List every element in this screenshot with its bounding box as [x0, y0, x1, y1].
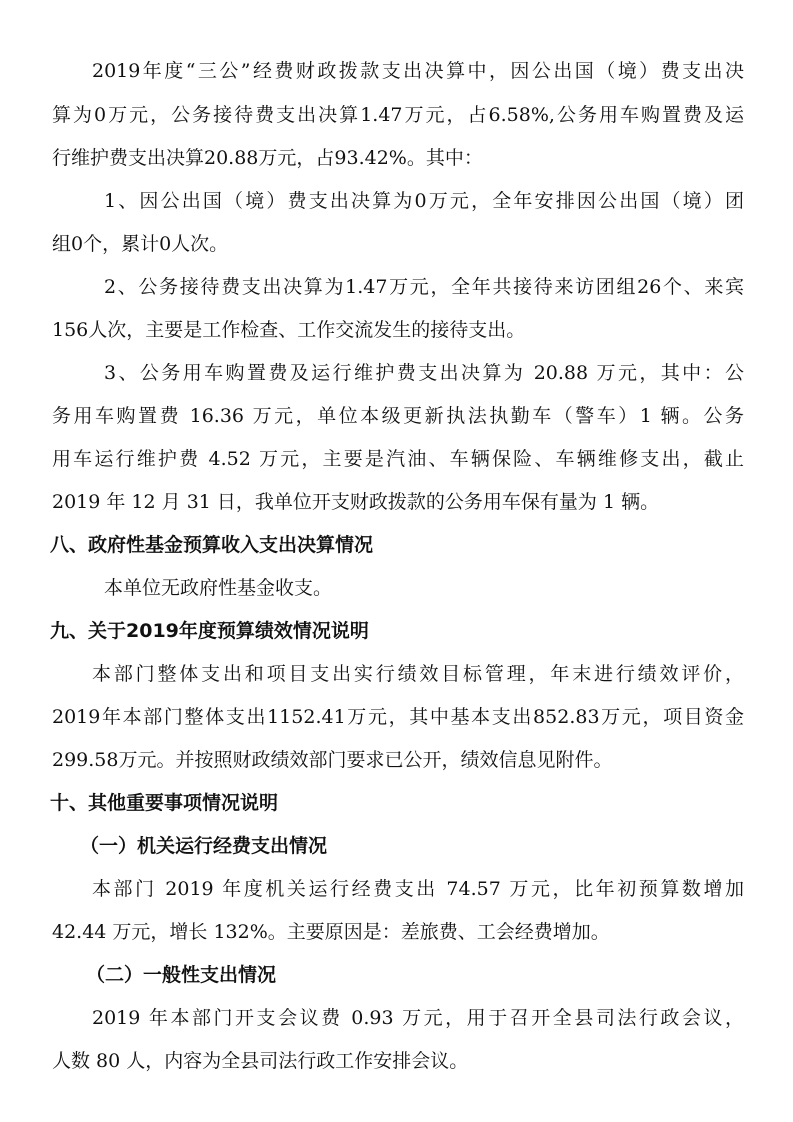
- section9-line-2: 2019年本部门整体支出1152.41万元，其中基本支出852.83万元，项目资金: [52, 706, 744, 728]
- section8-body: 本单位无政府性基金收支。: [104, 577, 333, 599]
- item3-line-1: 3、公务用车购置费及运行维护费支出决算为 20.88 万元，其中：公: [104, 362, 744, 384]
- section10-sub1-heading: （一）机关运行经费支出情况: [80, 835, 328, 857]
- section10-sub1-line-1: 本部门 2019 年度机关运行经费支出 74.57 万元，比年初预算数增加: [92, 878, 744, 900]
- para1-line-2: 算为0万元，公务接待费支出决算1.47万元，占6.58%,公务用车购置费及运: [52, 104, 744, 126]
- para1-line-3: 行维护费支出决算20.88万元，占93.42%。其中：: [52, 147, 483, 169]
- item3-line-2: 务用车购置费 16.36 万元，单位本级更新执法执勤车（警车）1 辆。公务: [52, 405, 744, 427]
- section10-sub2-line-1: 2019 年本部门开支会议费 0.93 万元，用于召开全县司法行政会议，: [92, 1007, 744, 1029]
- item1-line-2: 组0个，累计0人次。: [52, 233, 229, 255]
- section10-sub2-line-2: 人数 80 人，内容为全县司法行政工作安排会议。: [52, 1050, 469, 1072]
- item3-line-4: 2019 年 12 月 31 日，我单位开支财政拨款的公务用车保有量为 1 辆。: [52, 491, 660, 513]
- section8-heading: 八、政府性基金预算收入支出决算情况: [50, 534, 374, 556]
- item3-line-3: 用车运行维护费 4.52 万元，主要是汽油、车辆保险、车辆维修支出，截止: [52, 448, 744, 470]
- section9-line-3: 299.58万元。并按照财政绩效部门要求已公开，绩效信息见附件。: [52, 749, 613, 771]
- section10-heading: 十、其他重要事项情况说明: [50, 792, 279, 814]
- section9-heading: 九、关于2019年度预算绩效情况说明: [50, 620, 369, 642]
- section10-sub2-heading: （二）一般性支出情况: [86, 964, 277, 986]
- section9-line-1: 本部门整体支出和项目支出实行绩效目标管理，年末进行绩效评价，: [92, 663, 744, 685]
- para1-line-1: 2019年度“三公”经费财政拨款支出决算中，因公出国（境）费支出决: [92, 60, 744, 82]
- item2-line-1: 2、公务接待费支出决算为1.47万元，全年共接待来访团组26个、来宾: [104, 276, 744, 298]
- item2-line-2: 156人次，主要是工作检查、工作交流发生的接待支出。: [52, 319, 526, 341]
- section10-sub1-line-2: 42.44 万元，增长 132%。主要原因是：差旅费、工会经费增加。: [52, 921, 610, 943]
- item1-line-1: 1、因公出国（境）费支出决算为0万元，全年安排因公出国（境）团: [104, 190, 744, 212]
